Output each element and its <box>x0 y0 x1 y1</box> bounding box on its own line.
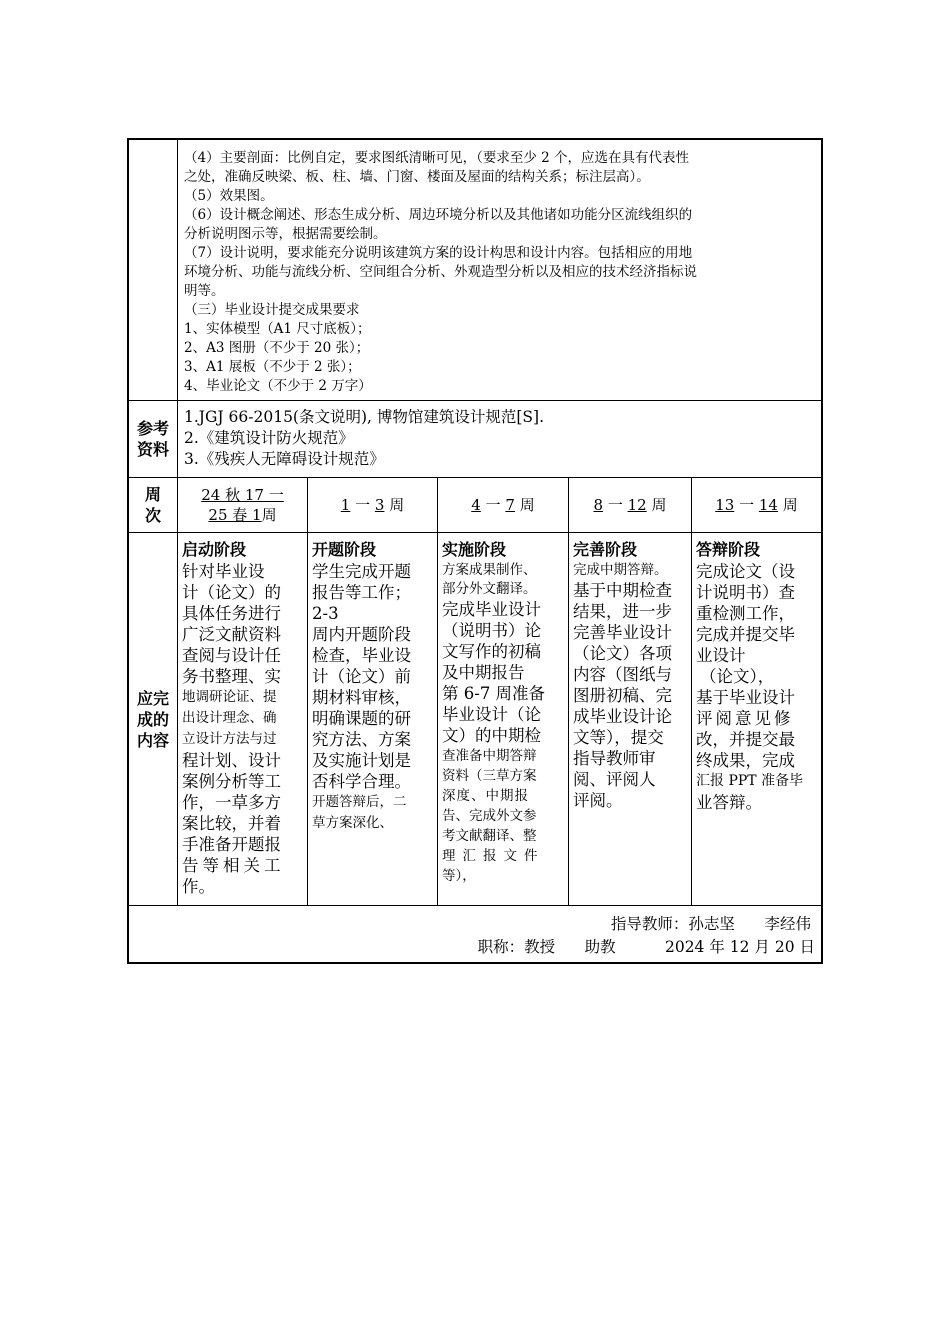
week-dash: 一 <box>355 496 371 514</box>
stage-line: 针对毕业设 <box>182 562 265 581</box>
stage-improvement <box>569 533 692 905</box>
requirement-line: 之处，准确反映梁、板、柱、墙、门窗、楼面及屋面的结构关系；标注层高）。 <box>184 169 650 185</box>
week-unit: 周 <box>389 496 405 514</box>
reference-item: 1.JGJ 66-2015(条文说明), 博物馆建筑设计规范[S]. <box>184 408 545 426</box>
stage-title: 启动阶段 <box>182 540 247 559</box>
stage-title: 开题阶段 <box>312 540 377 559</box>
week-end: 25 春 1 <box>208 506 262 524</box>
stage-line: 案比较，并着 <box>182 814 281 833</box>
title-value: 教授 <box>524 938 556 956</box>
stage-line: 业设计 <box>696 646 746 665</box>
stage-line: 周内开题阶段 <box>312 625 411 644</box>
week-start: 8 <box>593 496 604 514</box>
week-range-implementation <box>438 478 569 532</box>
stage-line: 完成论文（设 <box>696 562 795 581</box>
requirement-line: （4）主要剖面：比例自定，要求图纸清晰可见，（要求至少 2 个，应选在具有代表性 <box>184 150 690 166</box>
stage-line: 业答辩。 <box>696 793 762 812</box>
stage-line: 明确课题的研 <box>312 709 411 728</box>
references-content <box>178 401 821 477</box>
week-start: 1 <box>340 496 351 514</box>
advisor-name: 李经伟 <box>764 915 811 933</box>
stage-line: 完成中期答辩。 <box>573 562 668 578</box>
stage-line: 指导教师审 <box>573 749 656 768</box>
stage-line: 报告等工作； <box>312 583 411 602</box>
stage-line: （说明书）论 <box>442 621 541 640</box>
stage-line: 文等），提交 <box>573 728 664 747</box>
stage-line: 理汇报文件 <box>442 848 545 864</box>
stage-line: 案例分析等工 <box>182 772 281 791</box>
reference-item: 2.《建筑设计防火规范》 <box>184 429 354 447</box>
stage-line: 结果，进一步 <box>573 602 672 621</box>
week-unit: 周 <box>519 496 535 514</box>
stage-line: 文）的中期检 <box>442 726 541 745</box>
reference-item: 3.《残疾人无障碍设计规范》 <box>184 450 385 468</box>
stage-line: 程计划、设计 <box>182 751 281 770</box>
stage-title: 答辩阶段 <box>696 540 761 559</box>
requirement-line: 环境分析、功能与流线分析、空间组合分析、外观造型分析以及相应的技术经济指标说 <box>184 264 697 280</box>
references-label-line: 资料 <box>136 440 169 459</box>
stage-line: 作，一草多方 <box>182 793 281 812</box>
signature-date: 2024 年 12 月 20 日 <box>664 938 815 956</box>
stage-implementation <box>438 533 569 905</box>
stage-line: 文写作的初稿 <box>442 642 541 661</box>
stage-line: 终成果，完成 <box>696 751 795 770</box>
stage-line: 查准备中期答辩 <box>442 748 537 764</box>
stage-line: 学生完成开题 <box>312 562 411 581</box>
stage-line: 评阅。 <box>573 791 623 810</box>
week-dash: 一 <box>607 496 623 514</box>
stage-line: 计（论文）的 <box>182 583 281 602</box>
content-label-line: 应完 <box>136 688 169 708</box>
stage-line: 改，并提交最 <box>696 730 795 749</box>
title-label: 职称： <box>477 938 525 956</box>
advisor-name: 孙志坚 <box>688 915 735 933</box>
week-end: 12 <box>627 496 647 514</box>
stage-line: 究方法、方案 <box>312 730 411 749</box>
stage-line: 告、完成外文参 <box>442 808 537 824</box>
stage-line: 期材料审核， <box>312 688 411 707</box>
stage-line: 广泛文献资料 <box>182 625 281 644</box>
stage-line: 完成并提交毕 <box>696 625 795 644</box>
weeks-label-line: 次 <box>144 506 161 525</box>
week-unit: 周 <box>782 496 798 514</box>
stage-line: 计（论文）前 <box>312 667 411 686</box>
week-unit: 周 <box>651 496 667 514</box>
stage-line: 完善毕业设计 <box>573 623 672 642</box>
stage-line: 资料（三草方案 <box>442 768 537 784</box>
stage-line: 地调研论证、提 <box>182 689 277 705</box>
content-label-line: 内容 <box>136 730 169 750</box>
stage-proposal <box>308 533 438 905</box>
week-range-improvement <box>569 478 692 532</box>
stage-line: （论文）各项 <box>573 644 672 663</box>
stage-line: 草方案深化、 <box>312 815 393 831</box>
requirement-line: 分析说明图示等，根据需要绘制。 <box>184 226 387 242</box>
stage-line: 检查，毕业设 <box>312 646 411 665</box>
stage-line: 完成毕业设计 <box>442 600 541 619</box>
requirement-line: （6）设计概念阐述、形态生成分析、周边环境分析以及其他诸如功能分区流线组织的 <box>184 207 693 223</box>
stage-line: 汇报 PPT 准备毕 <box>696 773 804 789</box>
weeks-label <box>129 478 178 532</box>
stage-line: 作。 <box>182 877 215 896</box>
week-dash: 一 <box>485 496 501 514</box>
week-start: 4 <box>471 496 481 514</box>
task-table <box>127 138 823 964</box>
stage-line: 部分外文翻译。 <box>442 581 537 597</box>
stage-line: 出设计理念、确 <box>182 710 277 726</box>
stage-line: 立设计方法与过 <box>182 731 277 747</box>
week-start: 24 秋 17 <box>201 486 264 504</box>
week-dash: 一 <box>739 496 755 514</box>
weeks-label-line: 周 <box>144 485 161 504</box>
advisor-line <box>611 913 811 935</box>
stage-line: 重检测工作， <box>696 604 795 623</box>
content-label-line: 成的 <box>136 709 169 729</box>
week-range-startup <box>178 478 308 532</box>
requirement-line: 3、A1 展板（不少于 2 张）； <box>184 359 361 375</box>
stage-line: 内容（图纸与 <box>573 665 672 684</box>
stage-line: 及实施计划是 <box>312 751 411 770</box>
stage-startup <box>178 533 308 905</box>
requirement-line: 明等。 <box>184 283 225 299</box>
title-date-line <box>478 936 815 958</box>
stage-line: 第 6-7 周准备 <box>442 684 546 703</box>
stage-line: 手准备开题报 <box>182 835 281 854</box>
week-range-proposal <box>308 478 438 532</box>
signature-row <box>129 906 821 962</box>
references-row <box>129 401 821 478</box>
week-end: 3 <box>374 496 385 514</box>
stage-line: 计说明书）查 <box>696 583 795 602</box>
requirement-line: 4、毕业论文（不少于 2 万字） <box>184 378 372 394</box>
stage-line: 务书整理、实 <box>182 667 281 686</box>
stage-title: 完善阶段 <box>573 540 638 559</box>
requirement-line: 2、A3 图册（不少于 20 张）； <box>184 340 370 356</box>
stage-line: 开题答辩后，二 <box>312 794 407 810</box>
requirement-line: （5）效果图。 <box>184 188 274 204</box>
stage-line: 评阅意见修 <box>696 709 794 728</box>
stage-line: （论文）， <box>700 667 775 686</box>
requirement-line: （7）设计说明，要求能充分说明该建筑方案的设计构思和设计内容。包括相应的用地 <box>184 245 693 261</box>
references-label <box>129 401 178 477</box>
stage-line: 否科学合理。 <box>312 772 411 791</box>
stage-line: 毕业设计（论 <box>442 705 541 724</box>
advisor-label: 指导教师： <box>610 915 689 933</box>
requirement-line: 1、实体模型（A1 尺寸底板）； <box>184 321 371 337</box>
requirement-line: （三）毕业设计提交成果要求 <box>184 302 360 318</box>
week-start: 13 <box>715 496 735 514</box>
stage-line: 成毕业设计论 <box>573 707 672 726</box>
stage-line: 方案成果制作、 <box>442 562 537 578</box>
stage-line: 等）， <box>442 868 476 884</box>
week-dash: 一 <box>263 486 284 504</box>
stage-line: 图册初稿、完 <box>573 686 672 705</box>
title-value: 助教 <box>584 938 616 956</box>
weeks-row <box>129 478 821 533</box>
stage-line: 及中期报告 <box>442 663 525 682</box>
stage-line: 考文献翻译、整 <box>442 828 537 844</box>
stage-line: 查阅与设计任 <box>182 646 281 665</box>
references-label-line: 参考 <box>136 419 169 438</box>
stage-defense <box>692 533 821 905</box>
requirements-row <box>129 140 821 401</box>
stage-line: 2-3 <box>312 604 339 623</box>
week-end: 14 <box>758 496 778 514</box>
stage-line: 阅、评阅人 <box>573 770 656 789</box>
stage-line: 具体任务进行 <box>182 604 281 623</box>
stage-line: 基于中期检查 <box>573 581 672 600</box>
stage-title: 实施阶段 <box>442 540 507 559</box>
stage-line: 深度、中期报 <box>442 788 529 804</box>
week-unit: 周 <box>261 506 277 524</box>
requirements-content <box>178 140 821 400</box>
week-range-defense <box>692 478 821 532</box>
week-end: 7 <box>505 496 515 514</box>
content-row <box>129 533 821 906</box>
requirements-label-cell <box>129 140 178 400</box>
content-label <box>129 533 178 905</box>
stage-line: 基于毕业设计 <box>696 688 795 707</box>
stage-line: 告等相关工 <box>182 856 285 875</box>
